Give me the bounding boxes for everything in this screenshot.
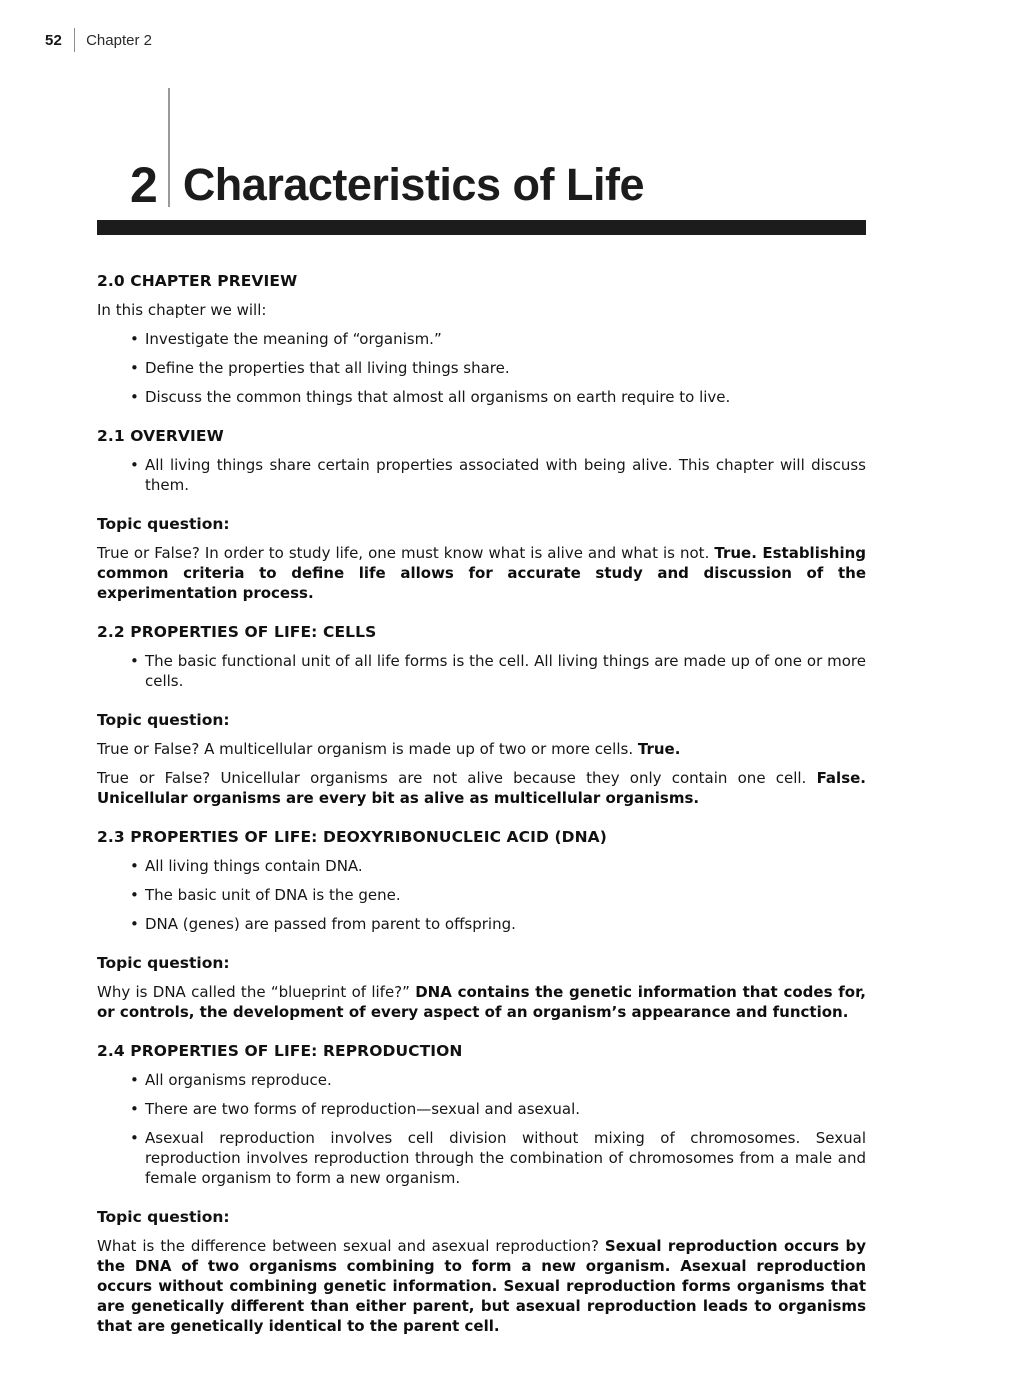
answer-text: True. [637,740,681,758]
topic-question-label: Topic question: [97,515,230,533]
bullet-marker-icon: • [130,388,139,406]
bullet-item [97,1099,866,1119]
question-text: True or False? Unicellular organisms are not alive because they only contain one cell. [97,769,807,787]
paragraph: In this chapter we will: [97,301,267,319]
bullet-text: The basic functional unit of all life forms is the cell. All living things are made up of one or more cells. [145,652,866,690]
bullet-text: Asexual reproduction involves cell division without mixing of chromosomes. Sexual reproduction involves reproduction through the combination of chromosomes from a male and female organism to form a new organism. [145,1129,866,1187]
topic-question-answer [97,768,866,808]
bullet-marker-icon: • [130,652,139,670]
question-text: True or False? A multicellular organism is made up of two or more cells. [97,740,634,758]
bullet-item [97,358,866,378]
bullet-marker-icon: • [130,359,139,377]
chapter-number: 2 [130,157,157,213]
section-heading: 2.2 PROPERTIES OF LIFE: CELLS [97,623,377,641]
bullet-item [97,914,866,934]
bullet-text: All living things share certain properties associated with being alive. This chapter will discuss them. [145,456,866,494]
topic-question-label: Topic question: [97,711,230,729]
topic-question-answer [97,1236,866,1336]
bullet-text: Investigate the meaning of “organism.” [145,330,442,348]
bullet-text: The basic unit of DNA is the gene. [145,886,401,904]
bullet-text: There are two forms of reproduction—sexual and asexual. [145,1100,581,1118]
bullet-item [97,455,866,495]
topic-question-answer [97,982,866,1022]
question-text: What is the difference between sexual and asexual reproduction? [97,1237,599,1255]
bullet-item [97,651,866,691]
bullet-item [97,856,866,876]
bullet-item [97,1128,866,1188]
chapter-banner [97,88,866,213]
topic-question-answer [97,739,866,759]
answer-text: Sexual reproduction occurs by the DNA of two organisms combining to form a new organism. Asexual reproduction occurs without combining genetic information. Sexual reproduction forms organisms that are genetically different than either parent, but asexual reproduction leads to organisms that are genetically identical to the parent cell. [97,1237,866,1335]
bullet-marker-icon: • [130,1071,139,1089]
bullet-marker-icon: • [130,1129,139,1147]
answer-text: True. Establishing common criteria to define life allows for accurate study and discussion of the experimentation process. [97,544,867,602]
bullet-marker-icon: • [130,456,139,474]
question-text: Why is DNA called the “blueprint of life?” [97,983,410,1001]
bullet-item [97,1070,866,1090]
section-heading: 2.1 OVERVIEW [97,427,224,445]
answer-text: DNA contains the genetic information that codes for, or controls, the development of every aspect of an organism’s appearance and function. [97,983,866,1021]
bullet-marker-icon: • [130,330,139,348]
bullet-marker-icon: • [130,915,139,933]
chapter-body [97,271,866,1336]
bullet-text: DNA (genes) are passed from parent to offspring. [145,915,516,933]
section-heading: 2.0 CHAPTER PREVIEW [97,272,298,290]
section-heading: 2.4 PROPERTIES OF LIFE: REPRODUCTION [97,1042,463,1060]
chapter-label: Chapter 2 [86,31,152,49]
bullet-text: All living things contain DNA. [145,857,363,875]
chapter-title: Characteristics of Life [182,159,644,210]
page-content [97,0,866,1345]
topic-question-label: Topic question: [97,1208,230,1226]
bullet-text: Discuss the common things that almost all organisms on earth require to live. [145,388,731,406]
topic-question-answer [97,543,866,603]
bullet-item [97,387,866,407]
bullet-marker-icon: • [130,886,139,904]
topic-question-label: Topic question: [97,954,230,972]
header-divider [74,28,75,52]
section-heading: 2.3 PROPERTIES OF LIFE: DEOXYRIBONUCLEIC ACID (DNA) [97,828,607,846]
bullet-marker-icon: • [130,1100,139,1118]
answer-text: False. Unicellular organisms are every bit as alive as multicellular organisms. [97,769,866,807]
bullet-marker-icon: • [130,857,139,875]
bullet-item [97,329,866,349]
bullet-text: Define the properties that all living things share. [145,359,510,377]
question-text: True or False? In order to study life, one must know what is alive and what is not. [97,544,710,562]
bullet-text: All organisms reproduce. [145,1071,332,1089]
title-rule-bar [97,220,866,235]
page-number: 52 [45,31,63,49]
bullet-item [97,885,866,905]
